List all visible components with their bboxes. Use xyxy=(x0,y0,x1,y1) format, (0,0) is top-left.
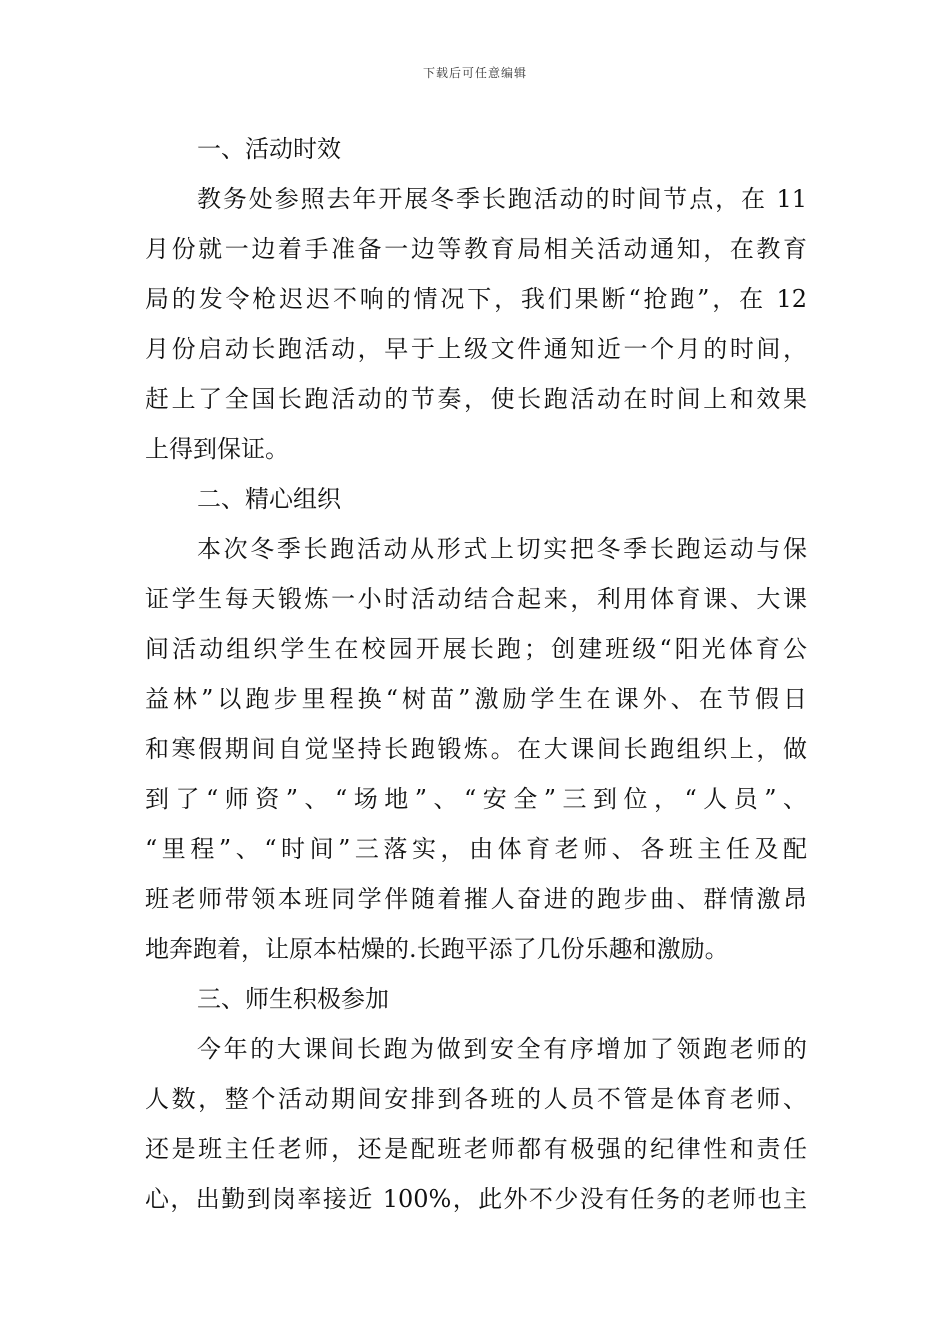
text-line: 本次冬季长跑活动从形式上切实把冬季长跑运动与保 xyxy=(197,535,807,563)
text-line: 班老师带领本班同学伴随着摧人奋进的跑步曲、群情激昂 xyxy=(145,885,807,913)
text-line: 心，出勤到岗率接近 100%，此外不少没有任务的老师也主 xyxy=(145,1185,807,1213)
paragraph xyxy=(145,174,807,474)
page-header: 下载后可任意编辑 xyxy=(422,66,527,80)
text-line: 教务处参照去年开展冬季长跑活动的时间节点，在 11 xyxy=(197,185,807,213)
text-line: 人数，整个活动期间安排到各班的人员不管是体育老师、 xyxy=(145,1085,807,1113)
text-line: 间活动组织学生在校园开展长跑；创建班级“阳光体育公 xyxy=(145,635,807,663)
text-line: 月份就一边着手准备一边等教育局相关活动通知，在教育 xyxy=(145,235,807,263)
text-line: “里程”、“时间”三落实，由体育老师、各班主任及配 xyxy=(145,835,807,863)
section-heading: 二、精心组织 xyxy=(197,485,341,513)
text-line: 局的发令枪迟迟不响的情况下，我们果断“抢跑”，在 12 xyxy=(145,285,807,313)
text-line: 上得到保证。 xyxy=(145,435,289,463)
document-body xyxy=(145,124,807,1224)
text-line: 还是班主任老师，还是配班老师都有极强的纪律性和责任 xyxy=(145,1135,807,1163)
text-line: 益林”以跑步里程换“树苗”激励学生在课外、在节假日 xyxy=(145,685,807,713)
text-line: 月份启动长跑活动，早于上级文件通知近一个月的时间， xyxy=(145,335,807,363)
paragraph xyxy=(145,524,807,974)
section-heading: 三、师生积极参加 xyxy=(197,985,389,1013)
text-line: 证学生每天锻炼一小时活动结合起来，利用体育课、大课 xyxy=(145,585,807,613)
text-line: 地奔跑着，让原本枯燥的.长跑平添了几份乐趣和激励。 xyxy=(145,935,729,963)
text-line: 赶上了全国长跑活动的节奏，使长跑活动在时间上和效果 xyxy=(145,385,807,413)
text-line: 今年的大课间长跑为做到安全有序增加了领跑老师的 xyxy=(197,1035,807,1063)
text-line: 和寒假期间自觉坚持长跑锻炼。在大课间长跑组织上，做 xyxy=(145,735,807,763)
text-line: 到了“师资”、“场地”、“安全”三到位，“人员”、 xyxy=(145,785,807,813)
paragraph xyxy=(145,1024,807,1224)
section-heading: 一、活动时效 xyxy=(197,135,341,163)
